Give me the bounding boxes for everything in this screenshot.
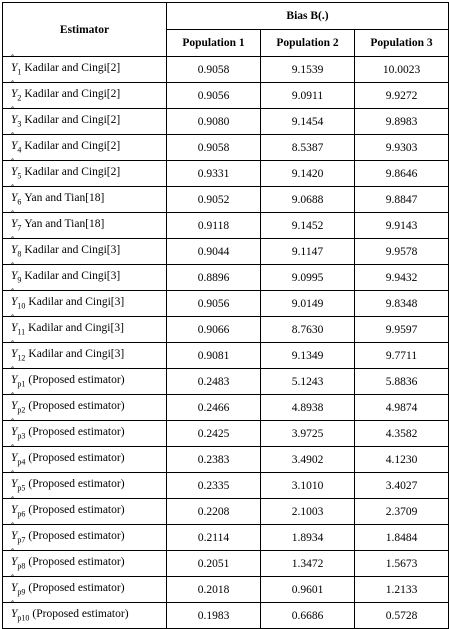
bias-value-population-2: 9.1539 xyxy=(261,57,355,83)
y-hat-symbol: ˆ $Y_1$ xyxy=(11,53,22,77)
bias-header: Bias B(.) xyxy=(167,3,449,30)
bias-value-population-1: 0.9044 xyxy=(167,239,261,265)
estimator-subscript: 12 xyxy=(17,353,26,363)
header-row-1 xyxy=(3,3,449,30)
bias-value-population-3: 1.8484 xyxy=(355,525,449,551)
table-row xyxy=(3,291,449,317)
bias-value-population-3: 9.9143 xyxy=(355,213,449,239)
bias-value-population-1: 0.2114 xyxy=(167,525,261,551)
bias-value-population-2: 9.0995 xyxy=(261,265,355,291)
estimator-label: (Proposed estimator) xyxy=(28,374,125,387)
population-1-header: Population 1 xyxy=(167,30,261,57)
y-hat-symbol: ˆ $Y_{p1}$ xyxy=(11,365,26,389)
bias-value-population-1: 0.2483 xyxy=(167,369,261,395)
bias-value-population-3: 1.2133 xyxy=(355,577,449,603)
bias-value-population-1: 0.9331 xyxy=(167,161,261,187)
table-row xyxy=(3,343,449,369)
table-row xyxy=(3,265,449,291)
estimator-cell xyxy=(3,209,167,239)
y-hat-symbol: ˆ $Y_{p5}$ xyxy=(11,469,26,493)
bias-value-population-1: 0.9118 xyxy=(167,213,261,239)
y-hat-symbol: ˆ $Y_7$ xyxy=(11,209,22,233)
estimator-header: Estimator xyxy=(3,3,167,57)
estimator-cell xyxy=(3,105,167,135)
estimator-label: Kadilar and Cingi[3] xyxy=(28,348,125,361)
bias-value-population-2: 9.0688 xyxy=(261,187,355,213)
bias-comparison-table xyxy=(2,2,449,629)
bias-value-population-3: 9.8983 xyxy=(355,109,449,135)
estimator-cell xyxy=(3,365,167,395)
estimator-label: Kadilar and Cingi[2] xyxy=(24,114,121,127)
bias-value-population-1: 0.9056 xyxy=(167,291,261,317)
bias-value-population-3: 3.4027 xyxy=(355,473,449,499)
population-2-header: Population 2 xyxy=(261,30,355,57)
bias-value-population-2: 9.0149 xyxy=(261,291,355,317)
y-hat-symbol: ˆ $Y_2$ xyxy=(11,79,22,103)
bias-value-population-2: 0.6686 xyxy=(261,603,355,629)
estimator-cell xyxy=(3,313,167,343)
estimator-subscript: p9 xyxy=(17,587,26,597)
estimator-cell xyxy=(3,287,167,317)
bias-value-population-1: 0.2466 xyxy=(167,395,261,421)
bias-value-population-3: 1.5673 xyxy=(355,551,449,577)
estimator-subscript: 10 xyxy=(17,301,26,311)
bias-value-population-1: 0.9081 xyxy=(167,343,261,369)
bias-value-population-3: 4.9874 xyxy=(355,395,449,421)
y-hat-symbol: ˆ $Y_{12}$ xyxy=(11,339,26,363)
y-hat-symbol: ˆ $Y_{10}$ xyxy=(11,287,26,311)
y-hat-symbol: ˆ $Y_5$ xyxy=(11,157,22,181)
bias-value-population-3: 9.7711 xyxy=(355,343,449,369)
estimator-cell xyxy=(3,339,167,369)
bias-value-population-3: 9.9303 xyxy=(355,135,449,161)
table-row xyxy=(3,551,449,577)
bias-value-population-2: 3.4902 xyxy=(261,447,355,473)
table-row xyxy=(3,57,449,83)
estimator-label: Yan and Tian[18] xyxy=(24,192,105,205)
bias-value-population-2: 4.8938 xyxy=(261,395,355,421)
y-hat-symbol: ˆ $Y_{p4}$ xyxy=(11,443,26,467)
estimator-cell xyxy=(3,521,167,551)
estimator-subscript: 8 xyxy=(17,249,22,259)
bias-value-population-1: 0.1983 xyxy=(167,603,261,629)
bias-value-population-2: 8.5387 xyxy=(261,135,355,161)
table-row xyxy=(3,447,449,473)
bias-value-population-2: 3.1010 xyxy=(261,473,355,499)
bias-value-population-2: 9.1349 xyxy=(261,343,355,369)
bias-value-population-3: 10.0023 xyxy=(355,57,449,83)
estimator-label: Kadilar and Cingi[2] xyxy=(24,88,121,101)
estimator-label: (Proposed estimator) xyxy=(28,426,125,439)
bias-value-population-2: 9.1454 xyxy=(261,109,355,135)
table-row xyxy=(3,83,449,109)
estimator-cell xyxy=(3,417,167,447)
bias-value-population-2: 1.3472 xyxy=(261,551,355,577)
estimator-cell xyxy=(3,157,167,187)
estimator-cell xyxy=(3,261,167,291)
bias-value-population-1: 0.8896 xyxy=(167,265,261,291)
table-body xyxy=(3,53,449,629)
estimator-label: Kadilar and Cingi[2] xyxy=(24,62,121,75)
bias-value-population-1: 0.2051 xyxy=(167,551,261,577)
table-row xyxy=(3,525,449,551)
y-hat-symbol: ˆ $Y_{p8}$ xyxy=(11,547,26,571)
bias-value-population-1: 0.2425 xyxy=(167,421,261,447)
estimator-label: (Proposed estimator) xyxy=(28,504,125,517)
bias-value-population-3: 4.1230 xyxy=(355,447,449,473)
bias-value-population-3: 2.3709 xyxy=(355,499,449,525)
bias-value-population-3: 9.9432 xyxy=(355,265,449,291)
estimator-subscript: p10 xyxy=(17,613,30,623)
estimator-label: (Proposed estimator) xyxy=(28,530,125,543)
estimator-label: Kadilar and Cingi[2] xyxy=(24,166,121,179)
bias-value-population-2: 9.1420 xyxy=(261,161,355,187)
y-hat-symbol: ˆ $Y_{p9}$ xyxy=(11,573,26,597)
estimator-cell xyxy=(3,131,167,161)
bias-value-population-2: 0.9601 xyxy=(261,577,355,603)
estimator-label: (Proposed estimator) xyxy=(28,452,125,465)
table-row xyxy=(3,369,449,395)
estimator-subscript: p2 xyxy=(17,405,26,415)
estimator-subscript: p7 xyxy=(17,535,26,545)
estimator-label: (Proposed estimator) xyxy=(28,556,125,569)
estimator-label: Yan and Tian[18] xyxy=(24,218,105,231)
bias-value-population-3: 0.5728 xyxy=(355,603,449,629)
estimator-subscript: p1 xyxy=(17,379,26,389)
estimator-cell xyxy=(3,469,167,499)
table-row xyxy=(3,421,449,447)
bias-value-population-1: 0.2335 xyxy=(167,473,261,499)
bias-value-population-2: 9.1147 xyxy=(261,239,355,265)
y-hat-symbol: ˆ $Y_{p10}$ xyxy=(11,599,30,623)
bias-value-population-3: 9.8847 xyxy=(355,187,449,213)
y-hat-symbol: ˆ $Y_{p6}$ xyxy=(11,495,26,519)
estimator-subscript: p4 xyxy=(17,457,26,467)
bias-value-population-2: 9.1452 xyxy=(261,213,355,239)
y-hat-symbol: ˆ $Y_{p3}$ xyxy=(11,417,26,441)
bias-value-population-3: 9.8646 xyxy=(355,161,449,187)
estimator-cell xyxy=(3,495,167,525)
bias-value-population-1: 0.2208 xyxy=(167,499,261,525)
estimator-cell xyxy=(3,573,167,603)
bias-value-population-3: 9.9578 xyxy=(355,239,449,265)
estimator-subscript: 11 xyxy=(17,327,26,337)
estimator-subscript: p8 xyxy=(17,561,26,571)
estimator-subscript: 7 xyxy=(17,223,22,233)
estimator-label: Kadilar and Cingi[3] xyxy=(28,322,124,335)
estimator-subscript: 2 xyxy=(17,93,22,103)
table-row xyxy=(3,161,449,187)
estimator-label: (Proposed estimator) xyxy=(28,478,125,491)
bias-value-population-3: 9.9272 xyxy=(355,83,449,109)
bias-value-population-1: 0.9080 xyxy=(167,109,261,135)
bias-value-population-3: 9.8348 xyxy=(355,291,449,317)
y-hat-symbol: ˆ $Y_{11}$ xyxy=(11,313,26,337)
y-hat-symbol: ˆ $Y_9$ xyxy=(11,261,22,285)
estimator-label: Kadilar and Cingi[3] xyxy=(28,296,125,309)
table-row xyxy=(3,109,449,135)
table-row xyxy=(3,473,449,499)
estimator-label: Kadilar and Cingi[2] xyxy=(24,140,121,153)
estimator-cell xyxy=(3,391,167,421)
estimator-subscript: p6 xyxy=(17,509,26,519)
table-row xyxy=(3,577,449,603)
population-3-header: Population 3 xyxy=(355,30,449,57)
bias-value-population-3: 5.8836 xyxy=(355,369,449,395)
estimator-label: Kadilar and Cingi[3] xyxy=(24,270,121,283)
bias-value-population-2: 3.9725 xyxy=(261,421,355,447)
estimator-label: (Proposed estimator) xyxy=(28,582,125,595)
bias-value-population-1: 0.9058 xyxy=(167,135,261,161)
table-row xyxy=(3,213,449,239)
estimator-cell xyxy=(3,53,167,83)
y-hat-symbol: ˆ $Y_8$ xyxy=(11,235,22,259)
estimator-subscript: p5 xyxy=(17,483,26,493)
bias-value-population-1: 0.9066 xyxy=(167,317,261,343)
table-row xyxy=(3,187,449,213)
estimator-label: (Proposed estimator) xyxy=(32,608,129,621)
bias-value-population-1: 0.2018 xyxy=(167,577,261,603)
estimator-cell xyxy=(3,183,167,213)
table-row xyxy=(3,239,449,265)
y-hat-symbol: ˆ $Y_{p7}$ xyxy=(11,521,26,545)
estimator-cell xyxy=(3,235,167,265)
estimator-subscript: 1 xyxy=(17,67,22,77)
bias-value-population-2: 1.8934 xyxy=(261,525,355,551)
bias-value-population-2: 2.1003 xyxy=(261,499,355,525)
bias-value-population-3: 9.9597 xyxy=(355,317,449,343)
estimator-subscript: 6 xyxy=(17,197,22,207)
estimator-subscript: p3 xyxy=(17,431,26,441)
table-row xyxy=(3,395,449,421)
bias-value-population-1: 0.9056 xyxy=(167,83,261,109)
estimator-subscript: 5 xyxy=(17,171,22,181)
y-hat-symbol: ˆ $Y_3$ xyxy=(11,105,22,129)
estimator-subscript: 4 xyxy=(17,145,22,155)
estimator-label: (Proposed estimator) xyxy=(28,400,125,413)
bias-value-population-1: 0.9052 xyxy=(167,187,261,213)
estimator-subscript: 3 xyxy=(17,119,22,129)
table-row xyxy=(3,317,449,343)
bias-value-population-2: 9.0911 xyxy=(261,83,355,109)
estimator-cell xyxy=(3,79,167,109)
estimator-label: Kadilar and Cingi[3] xyxy=(24,244,121,257)
bias-value-population-1: 0.9058 xyxy=(167,57,261,83)
table-row xyxy=(3,499,449,525)
bias-value-population-2: 5.1243 xyxy=(261,369,355,395)
bias-value-population-1: 0.2383 xyxy=(167,447,261,473)
y-hat-symbol: ˆ $Y_{p2}$ xyxy=(11,391,26,415)
y-hat-symbol: ˆ $Y_6$ xyxy=(11,183,22,207)
estimator-subscript: 9 xyxy=(17,275,22,285)
y-hat-symbol: ˆ $Y_4$ xyxy=(11,131,22,155)
bias-value-population-2: 8.7630 xyxy=(261,317,355,343)
estimator-cell xyxy=(3,443,167,473)
bias-value-population-3: 4.3582 xyxy=(355,421,449,447)
table-row xyxy=(3,135,449,161)
estimator-cell xyxy=(3,547,167,577)
